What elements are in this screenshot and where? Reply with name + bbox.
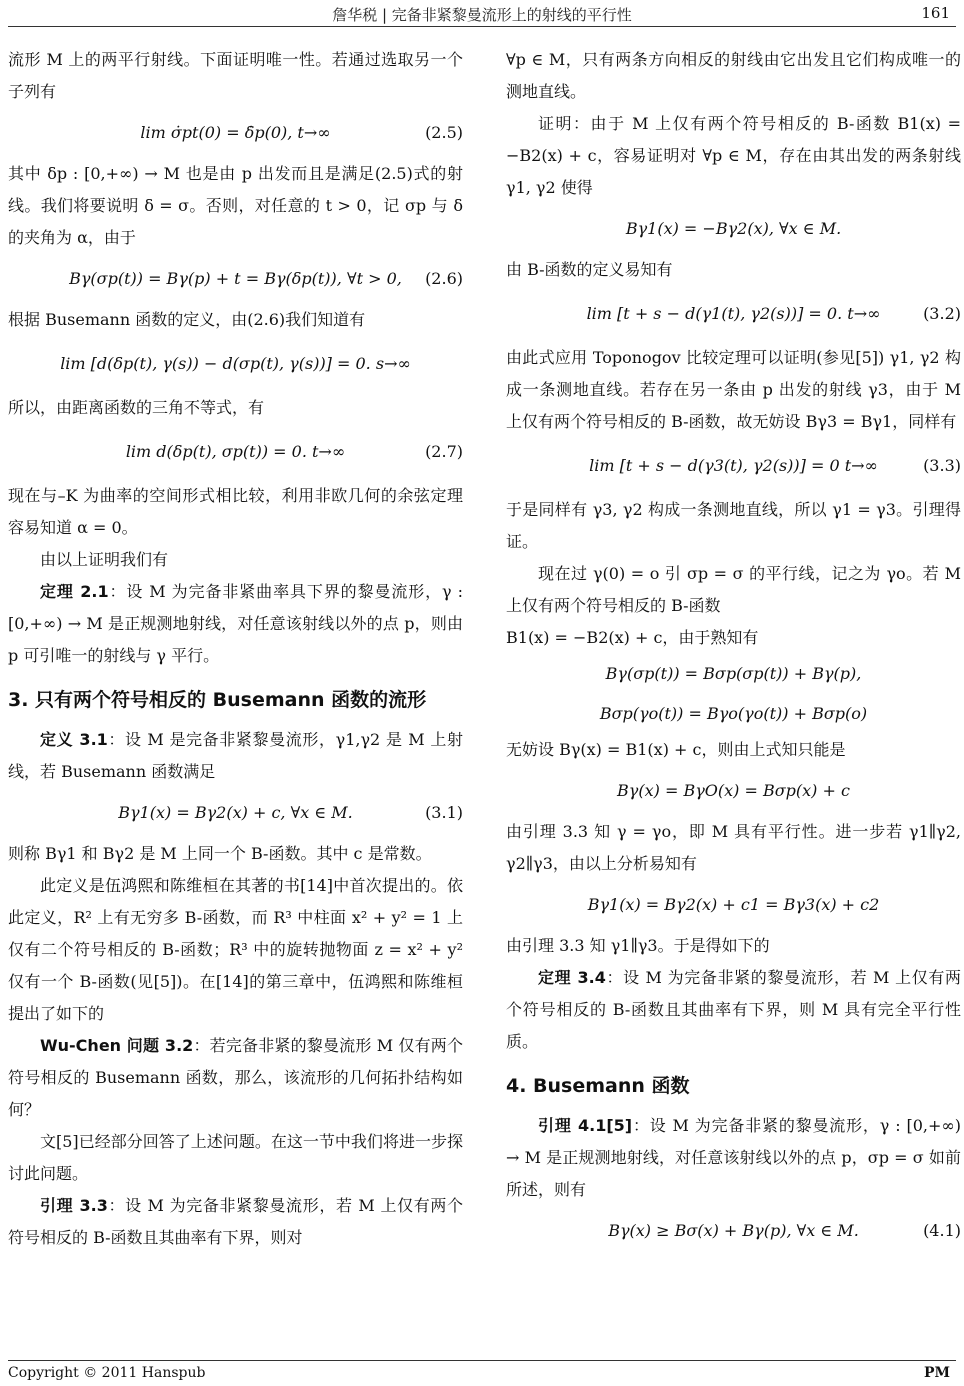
paragraph: ∀p ∈ M，只有两条方向相反的射线由它出发且它们构成唯一的测地直线。	[506, 50, 961, 101]
definition-label: 定义 3.1	[40, 730, 108, 749]
definition-text: ：设 M 是完备非紧黎曼流形，γ1,γ2 是 M 上射线，若 Busemann 函数满足	[8, 730, 463, 781]
equation-3-3	[506, 438, 961, 494]
lemma-text: ：设 M 为完备非紧黎曼流形，若 M 上仅有两个符号相反的 B-函数且其曲率有下界，则对	[8, 1196, 463, 1247]
equation-body: lim σ̇pt(0) = δ̇p(0), t→∞	[140, 123, 331, 142]
problem-text: ：若完备非紧的黎曼流形 M 仅有两个符号相反的 Busemann 函数，那么，该流形的几何拓扑结构如何？	[8, 1036, 463, 1119]
equation-busemann-opposite	[506, 204, 961, 254]
equation-body: Bγ(x) ≥ Bσ(x) + Bγ(p), ∀x ∈ M.	[608, 1221, 859, 1240]
equation-body: Bγ1(x) = −Bγ2(x), ∀x ∈ M.	[625, 219, 842, 238]
paragraph: 于是同样有 γ3, γ2 构成一条测地直线，所以 γ1 = γ3。引理得证。	[506, 500, 961, 551]
theorem-text: ：设 M 为完备非紧的黎曼流形，若 M 上仅有两个符号相反的 B-函数且其曲率有下界，则 M 具有完全平行性质。	[506, 968, 961, 1051]
paragraph: 由以上证明我们有	[40, 550, 169, 569]
paragraph: 无妨设 Bγ(x) = B1(x) + c，则由上式知只能是	[506, 740, 846, 759]
equation-body: lim [t + s − d(γ3(t), γ2(s))] = 0 t→∞	[589, 456, 878, 475]
equation-busemann-sum-2	[506, 694, 961, 734]
paragraph: 由 B-函数的定义易知有	[506, 260, 673, 279]
equation-busemann-sum-1	[506, 654, 961, 694]
equation-2-5	[8, 108, 463, 158]
right-column	[506, 44, 961, 1256]
paragraph: 流形 M 上的两平行射线。下面证明唯一性。若通过选取另一个子列有	[8, 50, 463, 101]
equation-body: Bγ1(x) = Bγ2(x) + c1 = Bγ3(x) + c2	[587, 895, 880, 914]
footer-rule	[8, 1360, 956, 1361]
equation-3-1	[8, 788, 463, 838]
definition-3-1	[8, 724, 463, 788]
equation-number: (3.1)	[425, 803, 463, 822]
paragraph: 现在与–K 为曲率的空间形式相比较，利用非欧几何的余弦定理容易知道 α = 0。	[8, 486, 463, 537]
theorem-label: 定理 2.1	[40, 582, 109, 601]
equation-number: (3.2)	[923, 304, 961, 323]
lemma-text: ：设 M 为完备非紧的黎曼流形，γ : [0,+∞) → M 是正规测地射线，对任意该射线以外的点 p，σp = σ 如前所述，则有	[506, 1116, 961, 1199]
equation-body: Bγ(x) = BγO(x) = Bσp(x) + c	[617, 781, 850, 800]
paragraph: 则称 Bγ1 和 Bγ2 是 M 上同一个 B-函数。其中 c 是常数。	[8, 844, 432, 863]
equation-body: Bσp(γo(t)) = Bγo(γo(t)) + Bσp(o)	[599, 704, 868, 723]
paragraph: 由引理 3.3 知 γ = γo，即 M 具有平行性。进一步若 γ1∥γ2, γ2∥γ3，由以上分析易知有	[506, 822, 961, 873]
theorem-label: 定理 3.4	[538, 968, 606, 987]
left-column	[8, 44, 463, 1254]
equation-number: (2.7)	[425, 442, 463, 461]
equation-body: Bγ(σp(t)) = Bσp(σp(t)) + Bγ(p),	[605, 664, 862, 683]
wu-chen-problem	[8, 1030, 463, 1126]
lemma-label: 引理 3.3	[40, 1196, 108, 1215]
equation-2-7	[8, 424, 463, 480]
equation-body: lim [d(δp(t), γ(s)) − d(σp(t), γ(s))] = 0. s→∞	[60, 354, 411, 373]
theorem-2-1	[8, 576, 463, 672]
equation-number: (4.1)	[923, 1221, 961, 1240]
paragraph: 其中 δp : [0,+∞) → M 也是由 p 出发而且是满足(2.5)式的射线。我们将要说明 δ = σ。否则，对任意的 t > 0，记 σp 与 δ 的夹角为 α，由于	[8, 164, 463, 247]
section-heading-3: 3. 只有两个符号相反的 Busemann 函数的流形	[8, 689, 427, 711]
equation-number: (2.5)	[425, 123, 463, 142]
equation-4-1	[506, 1206, 961, 1256]
page-header	[0, 0, 964, 34]
page-number: 161	[921, 4, 950, 22]
equation-body: Bγ(σp(t)) = Bγ(p) + t = Bγ(δp(t)), ∀t > 0,	[69, 269, 402, 288]
paragraph: 文[5]已经部分回答了上述问题。在这一节中我们将进一步探讨此问题。	[8, 1132, 463, 1183]
equation-body: lim d(δp(t), σp(t)) = 0. t→∞	[125, 442, 346, 461]
paragraph: 所以，由距离函数的三角不等式，有	[8, 398, 265, 417]
lemma-label: 引理 4.1[5]	[538, 1116, 633, 1135]
paragraph: 此定义是伍鸿熙和陈维桓在其著的书[14]中首次提出的。依此定义，R² 上有无穷多 B-函数，而 R³ 中柱面 x² + y² = 1 上仅有二个符号相反的 B-函数；R³ 中的旋转抛物面 z = x² + y² 仅有一个 B-函数(见[5])。在[14]的第三章中，伍鸿熙和陈维桓提出了如下的	[8, 876, 463, 1023]
equation-body: Bγ1(x) = Bγ2(x) + c, ∀x ∈ M.	[118, 803, 353, 822]
paragraph: 由此式应用 Toponogov 比较定理可以证明(参见[5]) γ1, γ2 构成一条测地直线。若存在另一条由 p 出发的射线 γ3，由于 M 上仅有两个符号相反的 B-函数，故无妨设 Bγ3 = Bγ1，同样有	[506, 348, 961, 431]
section-heading-4: 4. Busemann 函数	[506, 1075, 690, 1097]
equation-number: (2.6)	[425, 269, 463, 288]
equation-limit	[8, 336, 463, 392]
lemma-3-3	[8, 1190, 463, 1254]
header-rule	[8, 26, 956, 27]
equation-body: lim [t + s − d(γ1(t), γ2(s))] = 0. t→∞	[586, 304, 881, 323]
paragraph: 由引理 3.3 知 γ1∥γ3。于是得如下的	[506, 936, 770, 955]
problem-label: Wu-Chen 问题 3.2	[40, 1036, 194, 1055]
equation-3-2	[506, 286, 961, 342]
copyright-notice: Copyright © 2011 Hanspub	[8, 1365, 206, 1381]
journal-abbreviation: PM	[923, 1365, 950, 1381]
equation-busemann-relation	[506, 766, 961, 816]
equation-number: (3.3)	[923, 456, 961, 475]
theorem-text: ：设 M 为完备非紧曲率具下界的黎曼流形，γ : [0,+∞) → M 是正规测地射线，对任意该射线以外的点 p，则由 p 可引唯一的射线与 γ 平行。	[8, 582, 463, 665]
paragraph: B1(x) = −B2(x) + c，由于熟知有	[506, 628, 759, 647]
lemma-4-1	[506, 1110, 961, 1206]
paragraph: 现在过 γ(0) = o 引 σp = σ 的平行线，记之为 γo。若 M 上仅有两个符号相反的 B-函数	[506, 564, 961, 615]
proof-paragraph: 证明：由于 M 上仅有两个符号相反的 B-函数 B1(x) = −B2(x) + c，容易证明对 ∀p ∈ M，存在由其出发的两条射线 γ1, γ2 使得	[506, 114, 961, 197]
equation-2-6	[8, 254, 463, 304]
theorem-3-4	[506, 962, 961, 1058]
equation-busemann-chain	[506, 880, 961, 930]
running-title: 詹华税 | 完备非紧黎曼流形上的射线的平行性	[332, 6, 632, 24]
paragraph: 根据 Busemann 函数的定义，由(2.6)我们知道有	[8, 310, 366, 329]
